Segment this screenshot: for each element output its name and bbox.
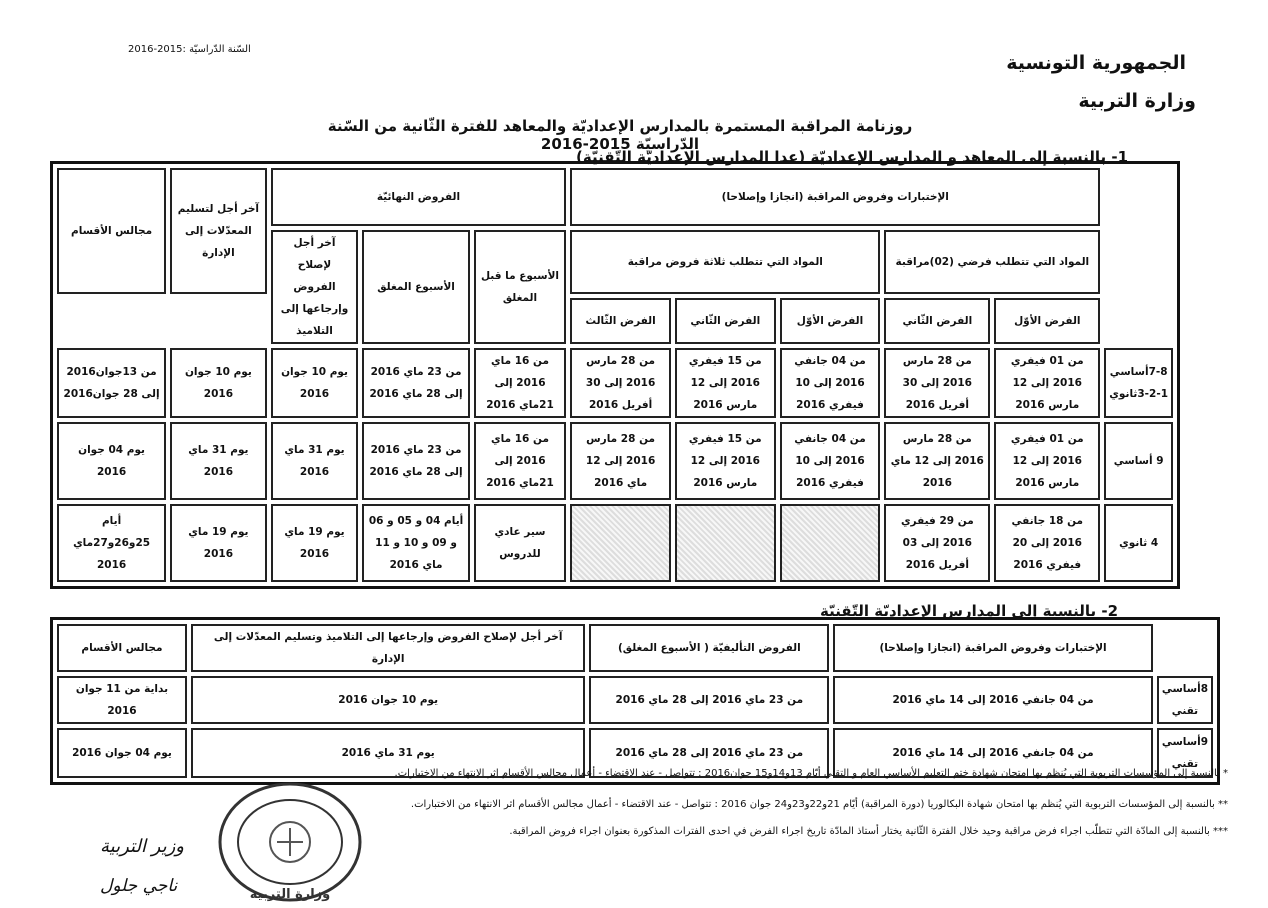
date-cell: يوم 10 جوان 2016 (170, 348, 266, 418)
date-cell: من 28 مارس 2016 إلى 12 ماي 2016 (570, 422, 671, 500)
header-two-tests: المواد التي تتطلب فرضي (02)مراقبة (884, 230, 1100, 294)
date-cell: يوم 31 ماي 2016 (191, 728, 586, 778)
date-cell: من 01 فيفري 2016 إلى 12 مارس 2016 (994, 348, 1100, 418)
header-test1-a: الفرض الأوّل (994, 298, 1100, 344)
minister-name: ناجي جلول (100, 876, 178, 896)
date-cell: من 28 مارس 2016 إلى 30 أفريل 2016 (570, 348, 671, 418)
date-cell: من 18 جانفي 2016 إلى 20 فيفري 2016 (994, 504, 1100, 582)
header-three-tests: المواد التي تتطلب ثلاثة فروض مراقبة (570, 230, 880, 294)
table-row (57, 422, 1173, 500)
date-cell: من 15 فيفري 2016 إلى 12 مارس 2016 (675, 422, 776, 500)
table-row (57, 504, 1173, 582)
date-cell: من 29 فيفري 2016 إلى 03 أفريل 2016 (884, 504, 990, 582)
ministry-heading: وزارة التربية (1078, 90, 1196, 112)
date-cell: يوم 31 ماي 2016 (170, 422, 266, 500)
header-tests: الإختبارات وفروض المراقبة (انجازا وإصلاحا) (570, 168, 1100, 226)
footnote-1: * بالنسبة إلى المؤسسات التربوية التي يُنظم بها امتحان شهادة ختم التعليم الأساسي العام و التقني أيّام 13و14و15 جوان2016 : تتواصل - عند الاقتضاء - أعمال مجالس الأقسام اثر الانتهاء من الاختبارات. (394, 768, 1228, 779)
date-cell: يوم 19 ماي 2016 (271, 504, 359, 582)
date-cell: يوم 10 جوان 2016 (271, 348, 359, 418)
level-cell: 4 ثانوي (1104, 504, 1173, 582)
section2-title: 2- بالنسبة إلى المدارس الإعداديّة التّقنيّة (819, 602, 1118, 620)
date-cell: يوم 04 جوان 2016 (57, 728, 187, 778)
seal-text: وزارة التربية (249, 887, 331, 902)
date-cell: من 28 مارس 2016 إلى 30 أفريل 2016 (884, 348, 990, 418)
date-cell: من 16 ماي 2016 إلى 21ماي 2016 (474, 348, 567, 418)
date-cell: من 01 فيفري 2016 إلى 12 مارس 2016 (994, 422, 1100, 500)
header-return-deadline: آخر أجل لإصلاح الفروض وإرجاعها إلى التلاميذ (271, 230, 359, 344)
school-year: السّنة الدّراسيّة :2015-2016 (128, 44, 251, 55)
date-cell: من 13جوان2016 إلى 28 جوان2016 (57, 348, 166, 418)
date-cell: يوم 10 جوان 2016 (191, 676, 586, 724)
header-test3: الفرض الثّالث (570, 298, 671, 344)
section2-table (50, 617, 1220, 785)
date-cell: يوم 19 ماي 2016 (170, 504, 266, 582)
date-cell: من 04 جانفي 2016 إلى 10 فيفري 2016 (780, 348, 881, 418)
table-row (57, 676, 1213, 724)
hatched-cell (675, 504, 776, 582)
header-test2-a: الفرض الثّاني (884, 298, 990, 344)
date-cell: يوم 04 جوان 2016 (57, 422, 166, 500)
minister-title: وزير التربية (100, 836, 184, 857)
date-cell: من 23 ماي 2016 إلى 28 ماي 2016 (362, 348, 469, 418)
footnote-3: *** بالنسبة إلى المادّة التي تتطلّب اجراء فرض مراقبة وحيد خلال الفترة الثّانية يختار أستاذ المادّة تاريخ اجراء الفرض في احدى الفترات المذكورة بعنوان اجراء فروض المراقبة. (509, 826, 1228, 837)
date-cell: سير عادي للدروس (474, 504, 567, 582)
date-cell: أيام 04 و 05 و 06 و 09 و 10 و 11 ماي 2016 (362, 504, 469, 582)
date-cell: أيام 25و26و27ماي 2016 (57, 504, 166, 582)
hatched-cell (780, 504, 881, 582)
date-cell: من 16 ماي 2016 إلى 21ماي 2016 (474, 422, 567, 500)
header-deadline: آخر أجل لإصلاح الفروض وإرجاعها إلى التلاميذ وتسليم المعدّلات إلى الإدارة (191, 624, 586, 672)
header-councils: مجالس الأقسام (57, 168, 166, 294)
table-row (57, 348, 1173, 418)
level-header-empty (1104, 168, 1173, 344)
header-synthesis: الفروض التأليفيّة ( الأسبوع المغلق) (589, 624, 829, 672)
date-cell: من 15 فيفري 2016 إلى 12 مارس 2016 (675, 348, 776, 418)
section1-table (50, 161, 1180, 589)
level-cell: 7-8أساسي 1-2-3ثانوي (1104, 348, 1173, 418)
header-tests-2: الإختبارات وفروض المراقبة (انجازا وإصلاحا) (833, 624, 1153, 672)
date-cell: يوم 31 ماي 2016 (271, 422, 359, 500)
official-seal-stamp (215, 780, 365, 905)
header-councils-2: مجالس الأقسام (57, 624, 187, 672)
date-cell: من 23 ماي 2016 إلى 28 ماي 2016 (589, 676, 829, 724)
header-closed-week: الأسبوع المغلق (362, 230, 469, 344)
header-admin-deadline: آخر أجل لتسليم المعدّلات إلى الإدارة (170, 168, 266, 294)
date-cell: من 23 ماي 2016 إلى 28 ماي 2016 (362, 422, 469, 500)
hatched-cell (570, 504, 671, 582)
header-test2-b: الفرض الثّاني (675, 298, 776, 344)
date-cell: من 28 مارس 2016 إلى 12 ماي 2016 (884, 422, 990, 500)
section1-title: 1- بالنسبة إلى المعاهد و المدارس الإعداديّة (عدا المدارس الإعداديّة التّقنيّة) (576, 148, 1128, 166)
date-cell: بداية من 11 جوان 2016 (57, 676, 187, 724)
date-cell: من 04 جانفي 2016 إلى 10 فيفري 2016 (780, 422, 881, 500)
header-final-exams: الفروض النهائيّة (271, 168, 567, 226)
date-cell: من 04 جانفي 2016 إلى 14 ماي 2016 (833, 728, 1153, 778)
date-cell: من 04 جانفي 2016 إلى 14 ماي 2016 (833, 676, 1153, 724)
footnote-2: ** بالنسبة إلى المؤسسات التربوية التي يُنظم بها امتحان شهادة البكالوريا (دورة المراقبة) أيّام 21و22و23و24 جوان 2016 : تتواصل - عند الاقتضاء - أعمال مجالس الأقسام اثر الانتهاء من الاختبارات. (410, 799, 1228, 810)
level-cell: 9أساسي تقني (1157, 728, 1213, 778)
header-week-before: الأسبوع ما قبل المغلق (474, 230, 567, 344)
republic-heading: الجمهورية التونسية (1006, 52, 1186, 74)
document-title: روزنامة المراقبة المستمرة بالمدارس الإعداديّة والمعاهد للفترة الثّانية من السّنة الدّراسيّة 2015-2016 (327, 117, 913, 153)
header-test1-b: الفرض الأوّل (780, 298, 881, 344)
date-cell: من 23 ماي 2016 إلى 28 ماي 2016 (589, 728, 829, 778)
level-cell: 8أساسي تقني (1157, 676, 1213, 724)
level-cell: 9 أساسي (1104, 422, 1173, 500)
